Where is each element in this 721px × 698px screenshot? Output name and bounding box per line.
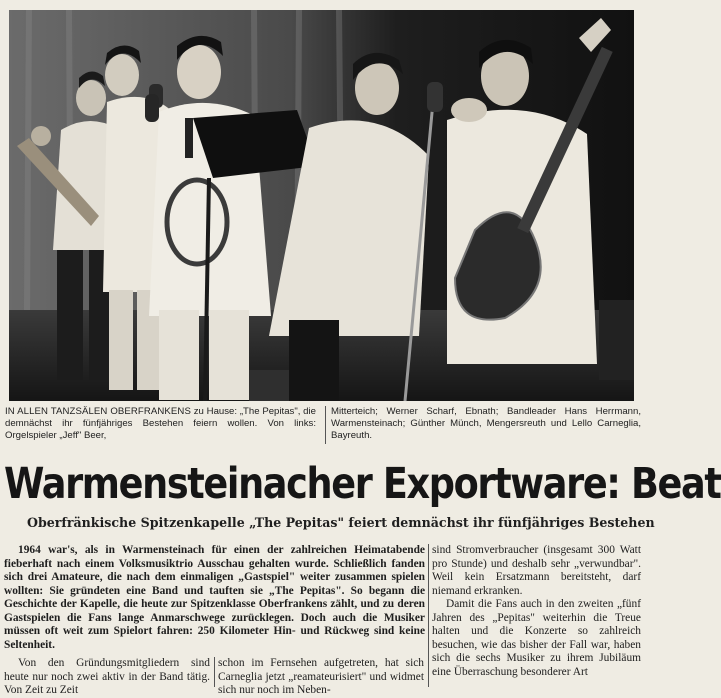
photo-caption-right: Mitterteich; Werner Scharf, Ebnath; Bandleader Hans Herrmann, Warmensteinach; Günther Münch, Mengersreuth und Lello Carneglia, Bayreuth. [331,406,641,442]
subheadline: Oberfränkische Spitzenkapelle „The Pepitas" feiert demnächst ihr fünfjähriges Bestehen [27,515,655,530]
column-c-paragraph: sind Stromverbraucher (insgesamt 300 Watt pro Stunde) und deshalb sehr „verwundbar". Weil kein Ersatzmann bereitsteht, darf niemand erkranken. [432,544,641,597]
column-c-paragraph: Damit die Fans auch in den zweiten „fünf Jahren des „Pepitas" weiterhin die Treue halten und die Konzerte so zahlreich besuchen, wie das bisher der Fall war, haben sich die sechs Musiker zu ihrem Jubiläum eine Überraschung besonderer Art [432,598,641,678]
caption-divider [325,406,326,444]
photo-caption-left [5,406,316,443]
column-divider [214,657,215,687]
lead-paragraph [4,544,425,652]
band-photo [9,10,634,401]
column-a-text: Von den Gründungsmitgliedern sind heute nur noch zwei aktiv in der Band tätig. Von Zeit zu Zeit [4,657,210,696]
headline: Warmensteinacher Exportware: Beat [4,459,721,509]
caption-lead-caps: IN ALLEN TANZSÄLEN OBERFRANKENS [5,406,191,417]
article-column-a [4,657,210,698]
column-divider [428,544,429,687]
column-b-text: schon im Fernsehen aufgetreten, hat sich Carneglia jetzt „reamateurisiert" und widmet sich nur noch im Neben- [218,657,424,696]
lead-paragraph-text: 1964 war's, als in Warmensteinach für einen der zahlreichen Heimatabende fieberhaft nach einem Volksmusiktrio Ausschau gehalten wurde. Schließlich fanden sich drei Amateure, die nach dem einmaligen „Gastspiel" weiter zusammen spielen wollten: Sie gründeten eine Band und tauften sie „The Pepitas". So begann die Geschichte der Kapelle, die heute zur Spitzenklasse Oberfrankens zählt, und zu deren Gastspielen die Fans lange Anmarschwege zurücklegen. Doch auch die Musiker müssen oft weit zum Spielort fahren: 250 Kilometer Hin- und Rückweg sind keine Seltenheit. [4,544,425,651]
caption-left-text: zu Hause: „The Pepitas", die demnächst ihr fünfjähriges Bestehen feiern wollen. Von links: Orgelspieler „Jeff" Beer, [5,406,316,442]
article-column-c [432,544,641,679]
article-column-b [218,657,424,698]
